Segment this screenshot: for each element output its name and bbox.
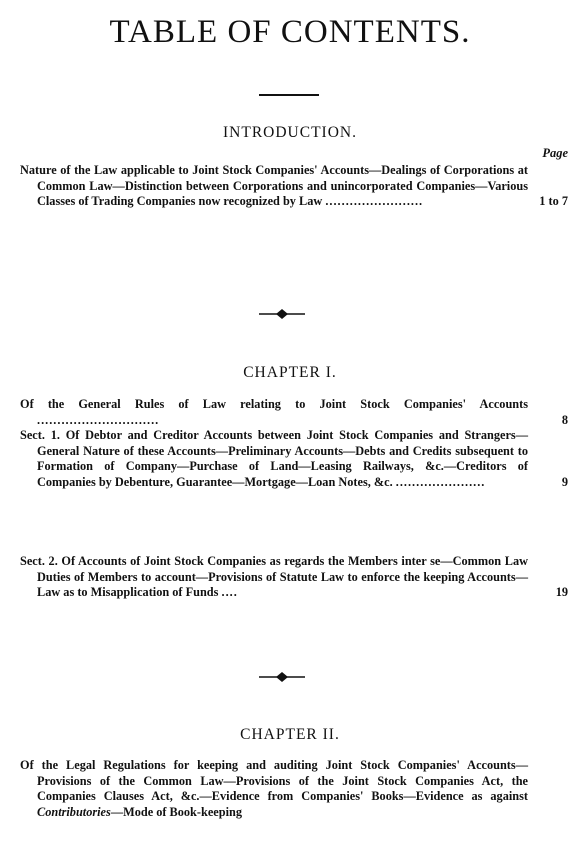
- page-column-label: Page: [542, 146, 568, 160]
- chapter2-entry: [20, 758, 568, 821]
- chapter1-entry-general-rules: [20, 397, 568, 428]
- ornament-divider-icon: [258, 308, 306, 320]
- introduction-entry: [20, 163, 568, 210]
- entry-page-number: 9: [561, 475, 568, 490]
- entry-text-continued: —Mode of Book-keeping: [110, 805, 242, 820]
- entry-text-italic: Contributories: [37, 805, 111, 820]
- ornament-divider-icon: [258, 671, 306, 683]
- introduction-heading: INTRODUCTION.: [223, 124, 357, 141]
- chapter1-entry-sect-1: [20, 428, 568, 491]
- entry-page-number: 19: [555, 585, 568, 600]
- entry-text: Sect. 1. Of Debtor and Creditor Accounts between Joint Stock Companies and Strangers—General Nature of these Accounts—Preliminary Accounts—Debts and Credits subsequent to Formation of Company—Purchase of Land—Leasing Railways, &c.—Creditors of Companies by Debenture, Guarantee—Mortgage—Loan Notes, &c.: [20, 428, 528, 490]
- title-divider: [259, 94, 319, 96]
- leader-dots: ....: [221, 585, 238, 600]
- entry-text: Of the Legal Regulations for keeping and auditing Joint Stock Companies' Accounts—Provisions of the Common Law—Provisions of the Joint Stock Companies Act, the Companies Clauses Act, &c.—Evidence from Companies' Books—Evidence as against: [20, 758, 528, 804]
- leader-dots: ..............................: [37, 412, 160, 427]
- leader-dots: ......................: [395, 475, 486, 490]
- chapter1-heading: CHAPTER I.: [243, 364, 337, 381]
- chapter2-heading: CHAPTER II.: [240, 726, 340, 743]
- entry-text: Of the General Rules of Law relating to Joint Stock Companies' Accounts: [20, 397, 528, 411]
- entry-page-number: 1 to 7: [539, 194, 568, 209]
- chapter1-entry-sect-2: [20, 554, 568, 601]
- entry-page-number: 8: [561, 412, 568, 427]
- page-title: TABLE OF CONTENTS.: [109, 14, 471, 50]
- leader-dots: ........................: [325, 194, 424, 209]
- entry-text: Sect. 2. Of Accounts of Joint Stock Companies as regards the Members inter se—Common Law Duties of Members to account—Provisions of Statute Law to enforce the keeping Accounts—Law as to Misapplication of Funds: [20, 554, 528, 600]
- entry-text: Nature of the Law applicable to Joint Stock Companies' Accounts—Dealings of Corporations at Common Law—Distinction between Corporations and unincorporated Companies—Various Classes of Trading Companies now recognized by Law: [20, 163, 528, 209]
